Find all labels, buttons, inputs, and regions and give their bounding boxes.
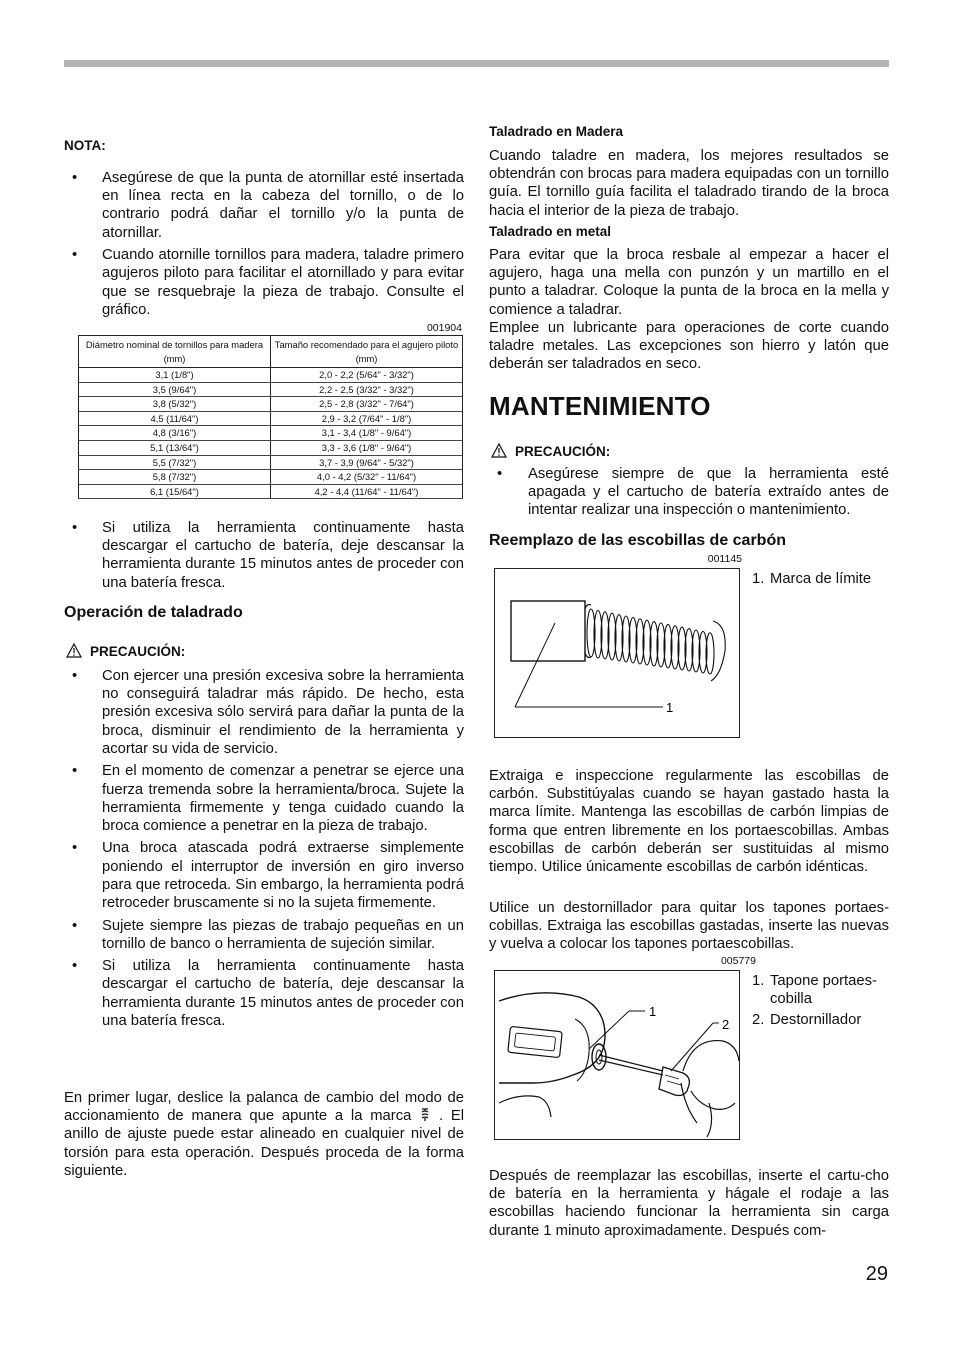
closing-text-2: . El anillo de ajuste puede estar alineado en cualquier nivel de torsión para esta operación. Después proceda de la forma siguiente. xyxy=(64,1108,464,1179)
list-item: • Si utiliza la herramienta continuamente hasta descargar el cartucho de batería, deje descansar la herramienta durante 15 minutos antes de proceder con una batería fresca. xyxy=(64,957,464,1030)
fig2-callout-2: 2 xyxy=(722,1017,730,1032)
drilling-caution xyxy=(66,643,185,659)
brush-text-2: Utilice un destornillador para quitar los tapones portaes-cobillas. Extraiga las escobillas gastadas, inserte las nuevas y vuelva a colocar los tapones portaescobillas. xyxy=(489,900,889,953)
table-row xyxy=(79,470,463,485)
list-item: • Asegúrese de que la punta de atornillar esté insertada en línea recta en la cabeza del tornillo, o de lo contrario podrá dañar el tornillo y/o la punta de atornillar. xyxy=(64,169,464,242)
table-cell: 5,8 (7/32") xyxy=(79,470,271,485)
fig1-code: 001145 xyxy=(707,553,742,565)
table-header-cell: Diámetro nominal de tornillos para madera (mm) xyxy=(79,336,271,368)
maint-caution xyxy=(491,443,610,459)
brush-cap-figure xyxy=(494,970,740,1140)
table-row xyxy=(79,382,463,397)
metal-text-1: Para evitar que la broca resbale al empezar a hacer el agujero, haga una mella con punzón y un martillo en el punto a taladrar. Coloque la punta de la broca en la mella y comience a taladrar. xyxy=(489,247,889,318)
drilling-list xyxy=(64,667,464,1034)
table-cell: 3,8 (5/32") xyxy=(79,397,271,412)
caution-label: PRECAUCIÓN: xyxy=(90,644,186,659)
warning-icon xyxy=(491,443,507,458)
table-cell: 2,5 - 2,8 (3/32" - 7/64") xyxy=(271,397,463,412)
table-cell: 2,9 - 3,2 (7/64" - 1/8") xyxy=(271,411,463,426)
brush-cap-drawing xyxy=(495,971,739,1139)
list-item: • Cuando atornille tornillos para madera, taladre primero agujeros piloto para facilitar el atornillado y para evitar que se resquebraje la pieza de trabajo. Consulte el gráfico. xyxy=(64,246,464,319)
table-cell: 2,0 - 2,2 (5/64" - 3/32") xyxy=(271,368,463,383)
warning-icon xyxy=(66,643,82,658)
after-table-list xyxy=(64,519,464,596)
brush-text-1: Extraiga e inspeccione regularmente las escobillas de carbón. Substitúyalas cuando se hayan gastado hasta la marca límite. Mantenga las escobillas de carbón limpias de forma que entren libremente en los portaescobillas. Ambas escobillas de carbón deberán ser sustituidas al mismo tiempo. Utilice únicamente escobillas de carbón idénticas. xyxy=(489,768,889,876)
final-text: Después de reemplazar las escobillas, inserte el cartu-cho de batería en la herramienta y hágale el rodaje a las escobillas haciendo funcionar la herramienta sin carga durante 1 minuto aproximadamente. Después com- xyxy=(489,1168,889,1239)
closing-text-1: En primer lugar, deslice la palanca de cambio del modo de accionamiento de manera que apunte a la marca xyxy=(64,1090,464,1125)
list-item: • En el momento de comenzar a penetrar se ejerce una fuerza tremenda sobre la herramienta/broca. Sujete la herramienta firmemente y tenga cuidado cuando la broca comience a penetrar en la pieza de trabajo. xyxy=(64,762,464,835)
list-item: • Sujete siempre las piezas de trabajo pequeñas en un tornillo de banco o herramienta de sujeción similar. xyxy=(64,917,464,953)
carbon-brush-figure xyxy=(494,568,740,738)
legend-item: 1. Marca de límite xyxy=(752,571,872,587)
fig2-legend xyxy=(752,972,892,1029)
drilling-heading: Operación de taladrado xyxy=(64,604,243,621)
legend-item: 2. Destornillador xyxy=(752,1012,862,1028)
metal-heading: Taladrado en metal xyxy=(489,224,612,239)
table-cell: 5,1 (13/64") xyxy=(79,440,271,455)
maintenance-heading: MANTENIMIENTO xyxy=(489,391,711,421)
table-row xyxy=(79,484,463,499)
table-cell: 3,7 - 3,9 (9/64" - 5/32") xyxy=(271,455,463,470)
table-row xyxy=(79,440,463,455)
page-number: 29 xyxy=(865,1263,888,1285)
table-cell: 3,3 - 3,6 (1/8" - 9/64") xyxy=(271,440,463,455)
fig1-callout-1: 1 xyxy=(666,700,674,715)
table-row xyxy=(79,411,463,426)
brush-heading: Reemplazo de las escobillas de carbón xyxy=(489,532,786,549)
fig2-callout-1: 1 xyxy=(649,1004,657,1019)
table-cell: 6,1 (15/64") xyxy=(79,484,271,499)
list-item: • Con ejercer una presión excesiva sobre la herramienta no conseguirá taladrar más rápido. De hecho, esta presión excesiva sólo servirá para dañar la punta de la broca, disminuir el rendimiento de la herramienta y acortar su vida de servicio. xyxy=(64,667,464,758)
header-rule xyxy=(64,60,889,67)
table-header-cell: Tamaño recomendado para el agujero piloto (mm) xyxy=(271,336,463,368)
drill-mode-icon xyxy=(419,1107,431,1122)
list-item: • Asegúrese siempre de que la herramienta esté apagada y el cartucho de batería extraído antes de intentar realizar una inspección o mantenimiento. xyxy=(489,465,889,520)
table-row xyxy=(79,397,463,412)
list-item: • Si utiliza la herramienta continuamente hasta descargar el cartucho de batería, deje descansar la herramienta durante 15 minutos antes de proceder con una batería fresca. xyxy=(64,519,464,592)
closing-paragraph xyxy=(64,1089,464,1180)
fig1-legend xyxy=(752,570,892,588)
caution-label: PRECAUCIÓN: xyxy=(515,444,611,459)
list-item: • Una broca atascada podrá extraerse simplemente poniendo el interruptor de inversión en giro inverso para que retroceda. Sin embargo, la herramienta podrá retroceder bruscamente si no la sujeta firmemente. xyxy=(64,839,464,912)
table-row xyxy=(79,455,463,470)
table-cell: 4,5 (11/64") xyxy=(79,411,271,426)
wood-heading: Taladrado en Madera xyxy=(489,124,624,139)
pilot-hole-table xyxy=(78,335,463,499)
carbon-brush-drawing xyxy=(495,569,739,737)
table-cell: 5,5 (7/32") xyxy=(79,455,271,470)
table-cell: 3,5 (9/64") xyxy=(79,382,271,397)
table-row xyxy=(79,426,463,441)
wood-text: Cuando taladre en madera, los mejores resultados se obtendrán con brocas para madera equipadas con un tornillo guía. El tornillo guía facilita el taladrado tirando de la broca hacia el interior de la pieza de trabajo. xyxy=(489,148,889,219)
table-figure-code: 001904 xyxy=(426,322,462,334)
table-cell: 2,2 - 2,5 (3/32" - 3/32") xyxy=(271,382,463,397)
table-row xyxy=(79,368,463,383)
table-cell: 3,1 (1/8") xyxy=(79,368,271,383)
legend-item: 1. Tapone portaes-cobilla xyxy=(752,973,877,1007)
table-cell: 4,2 - 4,4 (11/64" - 11/64") xyxy=(271,484,463,499)
maint-list xyxy=(489,465,889,524)
table-cell: 4,0 - 4,2 (5/32" - 11/64") xyxy=(271,470,463,485)
metal-text-2: Emplee un lubricante para operaciones de corte cuando taladre metales. Las excepciones son hierro y latón que deberán ser taladrados en seco. xyxy=(489,320,889,373)
nota-list xyxy=(64,169,464,323)
nota-label: NOTA: xyxy=(64,138,106,153)
table-cell: 4,8 (3/16") xyxy=(79,426,271,441)
fig2-code: 005779 xyxy=(720,955,756,967)
table-cell: 3,1 - 3,4 (1/8" - 9/64") xyxy=(271,426,463,441)
